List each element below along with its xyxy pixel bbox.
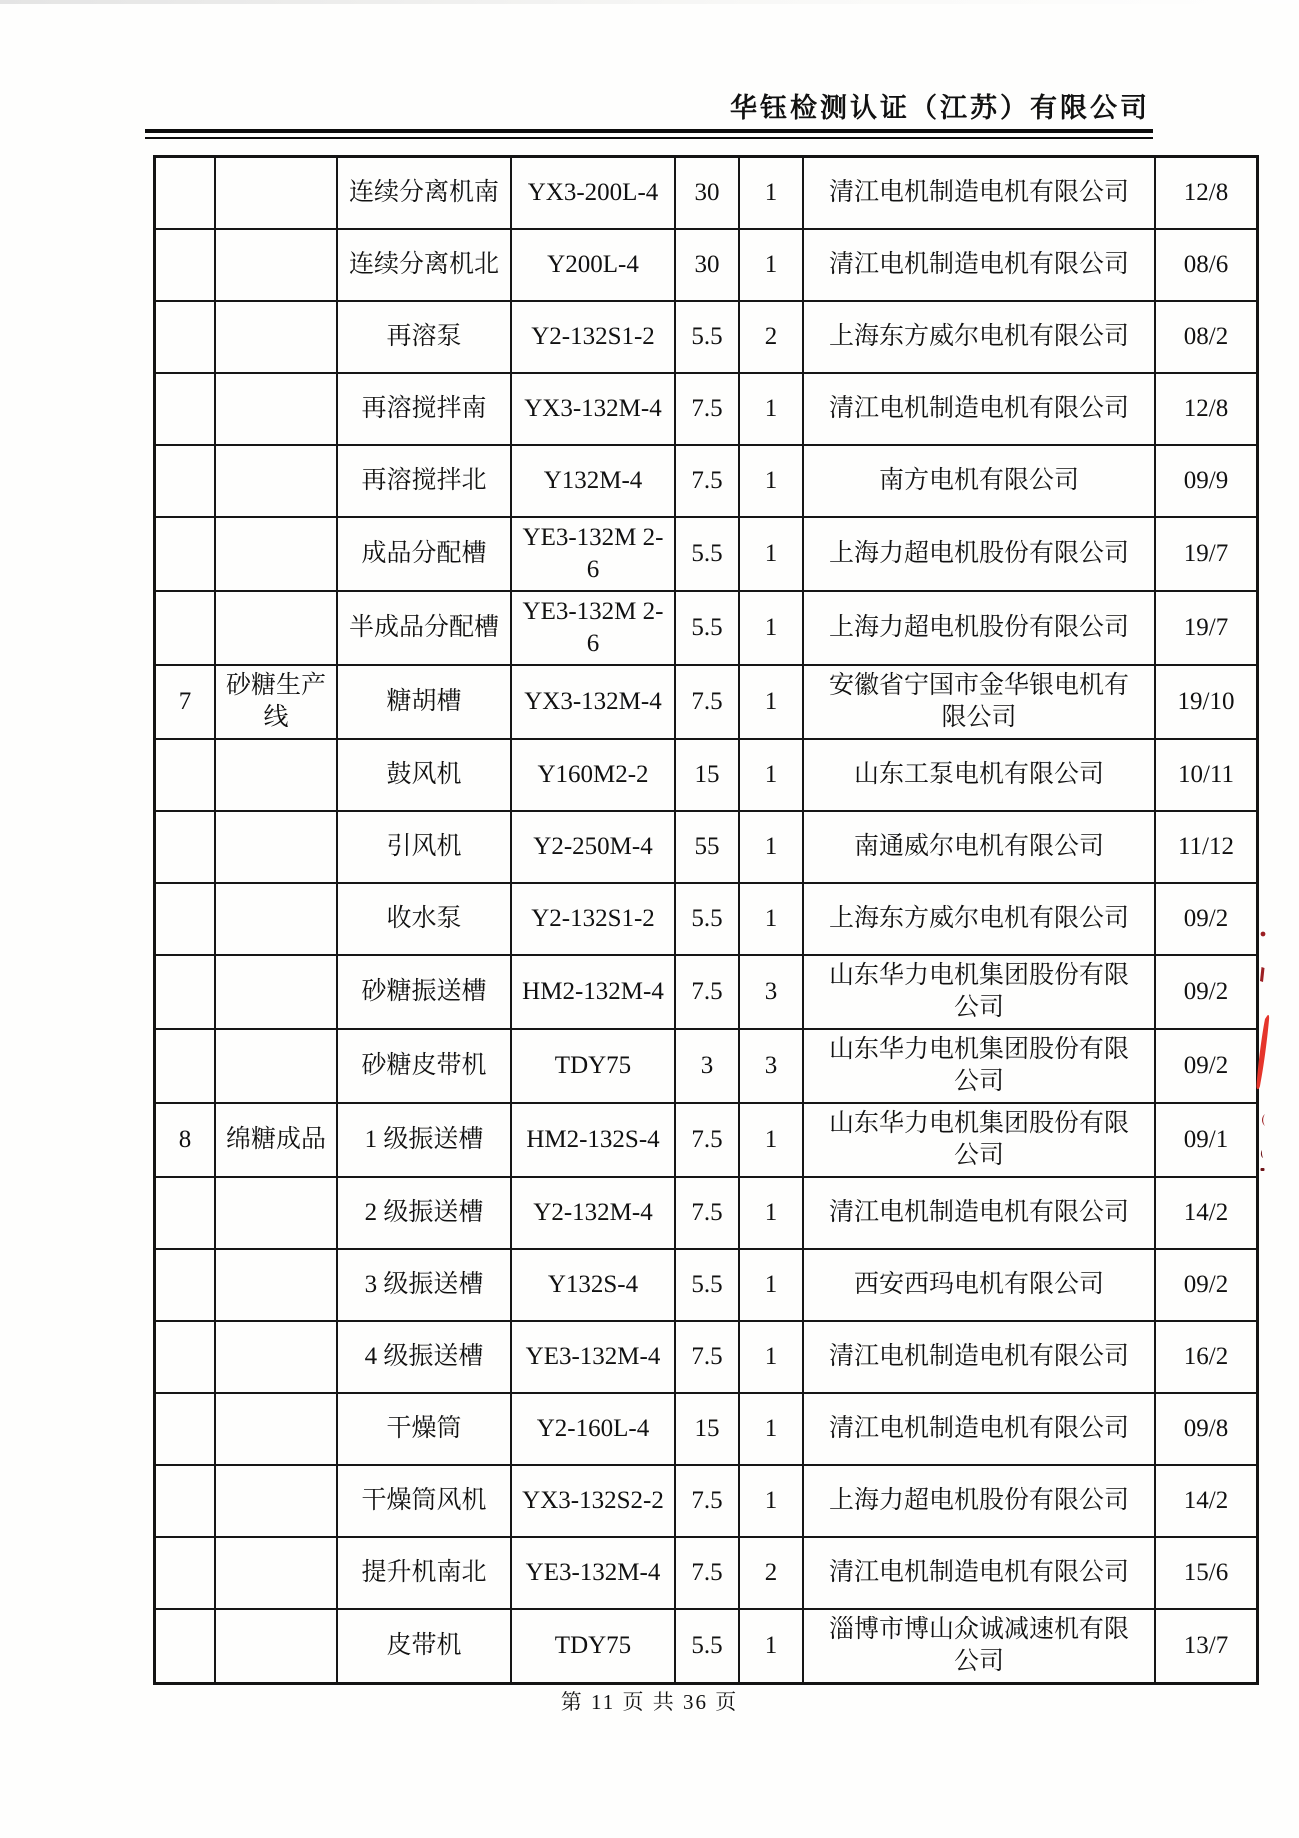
cell-date: 14/2 bbox=[1155, 1177, 1258, 1249]
scan-edge-artifact bbox=[0, 0, 1299, 4]
cell-power: 7.5 bbox=[675, 1537, 739, 1609]
cell-model: Y200L-4 bbox=[511, 229, 675, 301]
table-row bbox=[155, 1177, 1258, 1249]
cell-date: 12/8 bbox=[1155, 157, 1258, 230]
cell-model: HM2-132M-4 bbox=[511, 955, 675, 1029]
cell-production-line bbox=[215, 811, 337, 883]
cell-equipment-name: 再溶搅拌北 bbox=[337, 445, 511, 517]
cell-serial-no bbox=[155, 373, 216, 445]
cell-date: 09/1 bbox=[1155, 1103, 1258, 1177]
table-row bbox=[155, 1537, 1258, 1609]
cell-manufacturer: 清江电机制造电机有限公司 bbox=[803, 1537, 1155, 1609]
cell-equipment-name: 再溶搅拌南 bbox=[337, 373, 511, 445]
table-row bbox=[155, 517, 1258, 591]
cell-power: 5.5 bbox=[675, 301, 739, 373]
cell-manufacturer: 山东工泵电机有限公司 bbox=[803, 739, 1155, 811]
table-row bbox=[155, 1103, 1258, 1177]
cell-quantity: 1 bbox=[739, 665, 803, 739]
cell-serial-no bbox=[155, 1393, 216, 1465]
cell-model: TDY75 bbox=[511, 1609, 675, 1684]
cell-power: 15 bbox=[675, 739, 739, 811]
cell-quantity: 1 bbox=[739, 517, 803, 591]
table-row bbox=[155, 1029, 1258, 1103]
cell-equipment-name: 成品分配槽 bbox=[337, 517, 511, 591]
cell-equipment-name: 干燥筒风机 bbox=[337, 1465, 511, 1537]
cell-date: 11/12 bbox=[1155, 811, 1258, 883]
cell-serial-no bbox=[155, 883, 216, 955]
cell-quantity: 1 bbox=[739, 1321, 803, 1393]
cell-manufacturer: 西安西玛电机有限公司 bbox=[803, 1249, 1155, 1321]
footer-page-indicator: 第 11 页 共 36 页 bbox=[560, 1690, 739, 1714]
cell-date: 09/2 bbox=[1155, 1029, 1258, 1103]
red-ink-hook bbox=[1262, 1114, 1265, 1126]
cell-serial-no bbox=[155, 445, 216, 517]
red-ink-dash bbox=[1260, 967, 1265, 982]
cell-equipment-name: 2 级振送槽 bbox=[337, 1177, 511, 1249]
cell-manufacturer: 淄博市博山众诚减速机有限公司 bbox=[803, 1609, 1155, 1684]
cell-date: 19/7 bbox=[1155, 517, 1258, 591]
cell-date: 09/9 bbox=[1155, 445, 1258, 517]
table-row bbox=[155, 591, 1258, 665]
cell-manufacturer: 上海力超电机股份有限公司 bbox=[803, 517, 1155, 591]
cell-manufacturer: 清江电机制造电机有限公司 bbox=[803, 157, 1155, 230]
cell-equipment-name: 再溶泵 bbox=[337, 301, 511, 373]
cell-serial-no bbox=[155, 591, 216, 665]
cell-quantity: 1 bbox=[739, 591, 803, 665]
cell-equipment-name: 收水泵 bbox=[337, 883, 511, 955]
cell-model: Y2-132S1-2 bbox=[511, 301, 675, 373]
cell-date: 14/2 bbox=[1155, 1465, 1258, 1537]
table-row bbox=[155, 301, 1258, 373]
cell-model: YX3-132M-4 bbox=[511, 665, 675, 739]
cell-production-line bbox=[215, 229, 337, 301]
cell-equipment-name: 连续分离机北 bbox=[337, 229, 511, 301]
cell-production-line bbox=[215, 1537, 337, 1609]
cell-quantity: 3 bbox=[739, 955, 803, 1029]
cell-production-line bbox=[215, 739, 337, 811]
cell-power: 7.5 bbox=[675, 1321, 739, 1393]
table-row bbox=[155, 229, 1258, 301]
cell-equipment-name: 提升机南北 bbox=[337, 1537, 511, 1609]
cell-production-line bbox=[215, 1249, 337, 1321]
cell-model: Y2-160L-4 bbox=[511, 1393, 675, 1465]
cell-quantity: 1 bbox=[739, 229, 803, 301]
cell-production-line bbox=[215, 517, 337, 591]
cell-production-line bbox=[215, 883, 337, 955]
cell-quantity: 1 bbox=[739, 1393, 803, 1465]
cell-power: 5.5 bbox=[675, 1609, 739, 1684]
cell-production-line bbox=[215, 1029, 337, 1103]
table-row bbox=[155, 1465, 1258, 1537]
cell-manufacturer: 山东华力电机集团股份有限公司 bbox=[803, 1029, 1155, 1103]
cell-production-line bbox=[215, 1465, 337, 1537]
cell-production-line bbox=[215, 591, 337, 665]
cell-power: 5.5 bbox=[675, 517, 739, 591]
red-ink-speck-1 bbox=[1261, 1150, 1263, 1158]
cell-manufacturer: 清江电机制造电机有限公司 bbox=[803, 1393, 1155, 1465]
cell-serial-no bbox=[155, 1029, 216, 1103]
cell-date: 12/8 bbox=[1155, 373, 1258, 445]
cell-quantity: 1 bbox=[739, 739, 803, 811]
cell-serial-no bbox=[155, 955, 216, 1029]
cell-manufacturer: 清江电机制造电机有限公司 bbox=[803, 1321, 1155, 1393]
cell-production-line bbox=[215, 1321, 337, 1393]
cell-date: 09/2 bbox=[1155, 955, 1258, 1029]
cell-power: 7.5 bbox=[675, 1103, 739, 1177]
cell-model: HM2-132S-4 bbox=[511, 1103, 675, 1177]
cell-serial-no bbox=[155, 229, 216, 301]
cell-serial-no: 8 bbox=[155, 1103, 216, 1177]
cell-serial-no bbox=[155, 1609, 216, 1684]
cell-equipment-name: 糖胡槽 bbox=[337, 665, 511, 739]
cell-equipment-name: 砂糖皮带机 bbox=[337, 1029, 511, 1103]
cell-date: 08/2 bbox=[1155, 301, 1258, 373]
cell-model: Y2-250M-4 bbox=[511, 811, 675, 883]
cell-equipment-name: 皮带机 bbox=[337, 1609, 511, 1684]
table-row bbox=[155, 665, 1258, 739]
cell-equipment-name: 连续分离机南 bbox=[337, 157, 511, 230]
cell-model: YX3-132M-4 bbox=[511, 373, 675, 445]
cell-power: 30 bbox=[675, 229, 739, 301]
cell-manufacturer: 上海力超电机股份有限公司 bbox=[803, 1465, 1155, 1537]
cell-power: 30 bbox=[675, 157, 739, 230]
cell-power: 7.5 bbox=[675, 373, 739, 445]
cell-serial-no bbox=[155, 739, 216, 811]
cell-manufacturer: 上海力超电机股份有限公司 bbox=[803, 591, 1155, 665]
cell-production-line bbox=[215, 445, 337, 517]
table-row bbox=[155, 955, 1258, 1029]
table-row bbox=[155, 1609, 1258, 1684]
cell-quantity: 1 bbox=[739, 1609, 803, 1684]
cell-manufacturer: 清江电机制造电机有限公司 bbox=[803, 373, 1155, 445]
cell-production-line bbox=[215, 1393, 337, 1465]
cell-equipment-name: 干燥筒 bbox=[337, 1393, 511, 1465]
equipment-table-body bbox=[155, 157, 1258, 1684]
cell-serial-no bbox=[155, 1177, 216, 1249]
cell-quantity: 2 bbox=[739, 1537, 803, 1609]
cell-quantity: 1 bbox=[739, 1177, 803, 1249]
cell-equipment-name: 引风机 bbox=[337, 811, 511, 883]
cell-model: YE3-132M-4 bbox=[511, 1321, 675, 1393]
table-row bbox=[155, 445, 1258, 517]
cell-manufacturer: 山东华力电机集团股份有限公司 bbox=[803, 955, 1155, 1029]
cell-manufacturer: 山东华力电机集团股份有限公司 bbox=[803, 1103, 1155, 1177]
cell-power: 7.5 bbox=[675, 955, 739, 1029]
cell-date: 16/2 bbox=[1155, 1321, 1258, 1393]
cell-serial-no bbox=[155, 517, 216, 591]
cell-serial-no bbox=[155, 157, 216, 230]
cell-serial-no bbox=[155, 1321, 216, 1393]
cell-date: 15/6 bbox=[1155, 1537, 1258, 1609]
cell-model: Y132S-4 bbox=[511, 1249, 675, 1321]
cell-date: 09/2 bbox=[1155, 883, 1258, 955]
cell-power: 5.5 bbox=[675, 883, 739, 955]
cell-serial-no bbox=[155, 1249, 216, 1321]
cell-production-line bbox=[215, 373, 337, 445]
cell-quantity: 1 bbox=[739, 883, 803, 955]
cell-model: YX3-200L-4 bbox=[511, 157, 675, 230]
header-company-name: 华钰检测认证（江苏）有限公司 bbox=[730, 93, 1150, 123]
cell-equipment-name: 鼓风机 bbox=[337, 739, 511, 811]
cell-power: 5.5 bbox=[675, 591, 739, 665]
cell-model: Y160M2-2 bbox=[511, 739, 675, 811]
cell-equipment-name: 砂糖振送槽 bbox=[337, 955, 511, 1029]
cell-quantity: 1 bbox=[739, 445, 803, 517]
cell-serial-no bbox=[155, 1537, 216, 1609]
cell-quantity: 1 bbox=[739, 1465, 803, 1537]
cell-serial-no bbox=[155, 1465, 216, 1537]
cell-manufacturer: 南方电机有限公司 bbox=[803, 445, 1155, 517]
cell-manufacturer: 清江电机制造电机有限公司 bbox=[803, 1177, 1155, 1249]
cell-date: 09/8 bbox=[1155, 1393, 1258, 1465]
cell-manufacturer: 南通威尔电机有限公司 bbox=[803, 811, 1155, 883]
cell-production-line bbox=[215, 1177, 337, 1249]
table-row bbox=[155, 157, 1258, 230]
table-row bbox=[155, 1393, 1258, 1465]
cell-power: 7.5 bbox=[675, 1465, 739, 1537]
cell-date: 13/7 bbox=[1155, 1609, 1258, 1684]
table-row bbox=[155, 1249, 1258, 1321]
cell-manufacturer: 安徽省宁国市金华银电机有限公司 bbox=[803, 665, 1155, 739]
cell-quantity: 1 bbox=[739, 1249, 803, 1321]
cell-production-line bbox=[215, 1609, 337, 1684]
cell-equipment-name: 3 级振送槽 bbox=[337, 1249, 511, 1321]
cell-manufacturer: 上海东方威尔电机有限公司 bbox=[803, 301, 1155, 373]
cell-production-line bbox=[215, 157, 337, 230]
header-double-rule bbox=[145, 129, 1153, 139]
cell-date: 19/7 bbox=[1155, 591, 1258, 665]
cell-production-line: 砂糖生产线 bbox=[215, 665, 337, 739]
cell-power: 7.5 bbox=[675, 665, 739, 739]
cell-equipment-name: 半成品分配槽 bbox=[337, 591, 511, 665]
cell-quantity: 1 bbox=[739, 373, 803, 445]
cell-model: YE3-132M-4 bbox=[511, 1537, 675, 1609]
cell-equipment-name: 1 级振送槽 bbox=[337, 1103, 511, 1177]
cell-date: 10/11 bbox=[1155, 739, 1258, 811]
cell-quantity: 1 bbox=[739, 811, 803, 883]
cell-serial-no: 7 bbox=[155, 665, 216, 739]
equipment-table bbox=[153, 155, 1259, 1685]
cell-power: 5.5 bbox=[675, 1249, 739, 1321]
cell-date: 19/10 bbox=[1155, 665, 1258, 739]
cell-production-line bbox=[215, 955, 337, 1029]
cell-serial-no bbox=[155, 301, 216, 373]
cell-power: 3 bbox=[675, 1029, 739, 1103]
table-row bbox=[155, 1321, 1258, 1393]
cell-power: 7.5 bbox=[675, 1177, 739, 1249]
cell-power: 55 bbox=[675, 811, 739, 883]
cell-quantity: 1 bbox=[739, 1103, 803, 1177]
cell-model: YE3-132M 2-6 bbox=[511, 517, 675, 591]
red-ink-speck-2 bbox=[1261, 1168, 1265, 1171]
cell-quantity: 3 bbox=[739, 1029, 803, 1103]
cell-quantity: 2 bbox=[739, 301, 803, 373]
cell-date: 08/6 bbox=[1155, 229, 1258, 301]
cell-model: Y132M-4 bbox=[511, 445, 675, 517]
table-row bbox=[155, 883, 1258, 955]
cell-quantity: 1 bbox=[739, 157, 803, 230]
table-row bbox=[155, 373, 1258, 445]
cell-date: 09/2 bbox=[1155, 1249, 1258, 1321]
cell-model: TDY75 bbox=[511, 1029, 675, 1103]
cell-manufacturer: 清江电机制造电机有限公司 bbox=[803, 229, 1155, 301]
cell-serial-no bbox=[155, 811, 216, 883]
red-ink-dot bbox=[1261, 932, 1266, 937]
cell-power: 7.5 bbox=[675, 445, 739, 517]
cell-model: YX3-132S2-2 bbox=[511, 1465, 675, 1537]
cell-production-line: 绵糖成品 bbox=[215, 1103, 337, 1177]
cell-manufacturer: 上海东方威尔电机有限公司 bbox=[803, 883, 1155, 955]
table-row bbox=[155, 739, 1258, 811]
cell-production-line bbox=[215, 301, 337, 373]
cell-model: YE3-132M 2-6 bbox=[511, 591, 675, 665]
cell-model: Y2-132S1-2 bbox=[511, 883, 675, 955]
cell-model: Y2-132M-4 bbox=[511, 1177, 675, 1249]
cell-power: 15 bbox=[675, 1393, 739, 1465]
cell-equipment-name: 4 级振送槽 bbox=[337, 1321, 511, 1393]
table-row bbox=[155, 811, 1258, 883]
